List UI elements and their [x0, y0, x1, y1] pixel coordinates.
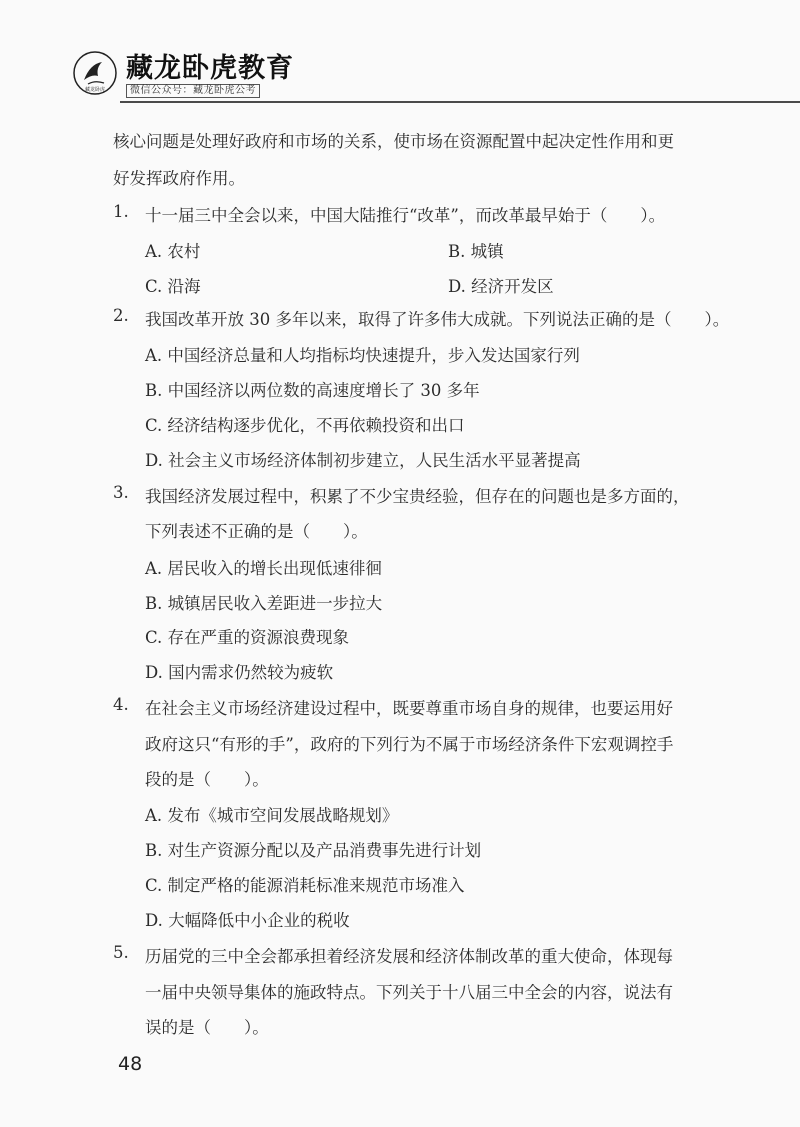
option-item: C. 制定严格的能源消耗标准来规范市场准入 [145, 876, 465, 895]
option-item: D. 经济开发区 [448, 277, 554, 296]
option-item: B. 对生产资源分配以及产品消费事先进行计划 [145, 841, 482, 860]
option-item: D. 国内需求仍然较为疲软 [145, 663, 334, 682]
option-item: C. 沿海 [145, 277, 201, 296]
header-divider [120, 101, 800, 103]
question-number: 4. [113, 695, 129, 714]
page-number: 48 [118, 1053, 143, 1075]
brand-name: 藏龙卧虎教育 [126, 53, 294, 84]
option-item: B. 中国经济以两位数的高速度增长了 30 多年 [145, 381, 480, 400]
question-stem: 一届中央领导集体的施政特点。下列关于十八届三中全会的内容，说法有 [145, 983, 673, 1002]
question-stem: 误的是（ ）。 [145, 1018, 269, 1037]
brand-subtitle: 微信公众号：藏龙卧虎公考 [126, 84, 260, 98]
option-item: A. 农村 [145, 242, 201, 261]
option-item: A. 中国经济总量和人均指标均快速提升，步入发达国家行列 [145, 346, 580, 365]
option-item: A. 居民收入的增长出现低速徘徊 [145, 559, 382, 578]
option-item: C. 经济结构逐步优化，不再依赖投资和出口 [145, 416, 465, 435]
question-number: 1. [113, 202, 129, 221]
question-stem: 十一届三中全会以来，中国大陆推行“改革”，而改革最早始于（ ）。 [145, 206, 666, 225]
question-number: 3. [113, 483, 129, 502]
option-item: C. 存在严重的资源浪费现象 [145, 628, 350, 647]
logo-caption: 藏龙卧虎 [84, 87, 106, 93]
option-item: B. 城镇居民收入差距进一步拉大 [145, 594, 383, 613]
logo-icon [72, 50, 118, 96]
question-stem: 我国改革开放 30 多年以来，取得了许多伟大成就。下列说法正确的是（ ）。 [145, 310, 730, 329]
question-number: 2. [113, 306, 129, 325]
option-item: B. 城镇 [448, 242, 504, 261]
option-item: D. 社会主义市场经济体制初步建立，人民生活水平显著提高 [145, 451, 581, 470]
intro-line: 核心问题是处理好政府和市场的关系，使市场在资源配置中起决定性作用和更 [113, 132, 674, 151]
question-stem: 下列表述不正确的是（ ）。 [145, 522, 368, 541]
question-stem: 历届党的三中全会都承担着经济发展和经济体制改革的重大使命，体现每 [145, 947, 673, 966]
page-header [0, 0, 800, 102]
option-item: D. 大幅降低中小企业的税收 [145, 911, 350, 930]
intro-line: 好发挥政府作用。 [113, 169, 245, 188]
option-item: A. 发布《城市空间发展战略规划》 [145, 806, 399, 825]
question-number: 5. [113, 943, 129, 962]
question-stem: 政府这只“有形的手”，政府的下列行为不属于市场经济条件下宏观调控手 [145, 735, 674, 754]
question-stem: 我国经济发展过程中，积累了不少宝贵经验，但存在的问题也是多方面的， [145, 487, 690, 506]
question-stem: 在社会主义市场经济建设过程中，既要尊重市场自身的规律，也要运用好 [145, 699, 673, 718]
question-stem: 段的是（ ）。 [145, 770, 269, 789]
